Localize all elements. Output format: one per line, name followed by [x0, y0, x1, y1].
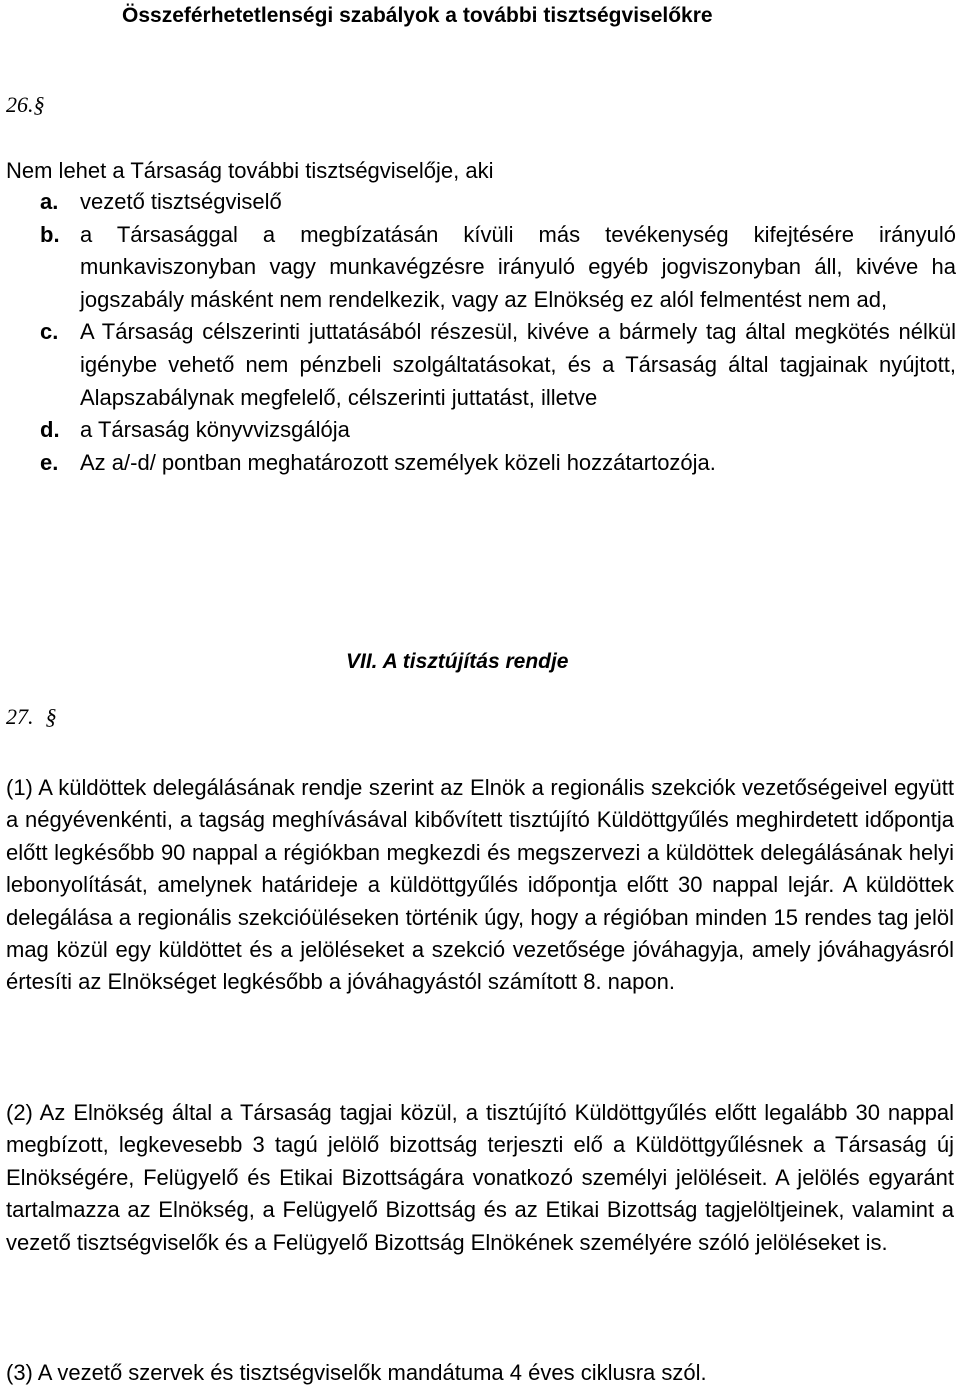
section-26-heading [6, 92, 45, 118]
document-title: Összeférhetetlenségi szabályok a további tisztségviselőkre [122, 4, 713, 27]
section-26-intro: Nem lehet a Társaság további tisztségviselője, aki [6, 158, 494, 183]
list-item-mark: d. [40, 417, 60, 443]
list-item-text: a Társaság könyvvizsgálója [80, 417, 350, 443]
list-item [40, 219, 956, 317]
list-item [40, 447, 956, 480]
section-27-paragraph-1: (1) A küldöttek delegálásának rendje szerint az Elnök a regionális szekciók vezetőségeivel együtt a négyévenkénti, a tagság meghívásával kibővített tisztújító Küldöttgyűlés meghirdetett időpontja előtt legkésőbb 90 nappal a régiókban megkezdi és megszervezi a küldöttek delegálásának helyi lebonyolítását, amelynek határideje a küldöttgyűlés időpontja előtt 30 nappal lejár. A küldöttek delegálása a regionális szekcióüléseken történik úgy, hogy a régióban minden 15 rendes tag jelöl mag közül egy küldöttet és a jelöléseket a szekció vezetősége jóváhagyja, amely jóváhagyásról értesíti az Elnökséget legkésőbb a jóváhagyástól számított 8. napon. [6, 775, 954, 995]
section-27-sign: § [45, 704, 57, 729]
list-item [40, 186, 956, 219]
list-item-mark: e. [40, 449, 59, 475]
list-item-text: vezető tisztségviselő [80, 189, 282, 214]
section-27-number: 27. [6, 704, 34, 729]
list-item-mark: c. [40, 319, 59, 345]
chapter-heading: VII. A tisztújítás rendje [346, 650, 569, 673]
section-26-list [40, 186, 956, 479]
section-26-number: 26. [6, 92, 34, 117]
section-27-heading [6, 704, 57, 730]
list-item-text: a Társasággal a megbízatásán kívüli más tevékenység kifejtésére irányuló munkaviszonyban vagy munkavégzésre irányuló egyéb jogviszonyban áll, kivéve ha jogszabály másként nem rendelkezik, vagy az Elnökség ez alól felmentést nem ad, [80, 221, 956, 312]
list-item-text: Az a/-d/ pontban meghatározott személyek közeli hozzátartozója. [80, 449, 716, 475]
list-item-text: A Társaság célszerinti juttatásából részesül, kivéve a bármely tag által megkötés nélkül igénybe vehető nem pénzbeli szolgáltatásokat, és a Társaság által tagjainak nyújtott, Alapszabálynak megfelelő, célszerinti juttatást, illetve [80, 319, 956, 410]
section-27-paragraph-2: (2) Az Elnökség által a Társaság tagjai közül, a tisztújító Küldöttgyűlés előtt legalább 30 nappal megbízott, legkevesebb 3 tagú jelölő bizottság terjeszti elő a Küldöttgyűlésnek a Társaság új Elnökségére, Felügyelő és Etikai Bizottságára vonatkozó személyi jelöléseit. A jelölés egyaránt tartalmazza az Elnökség, a Felügyelő Bizottság és az Etikai Bizottság tagjelöltjeinek, valamint a vezető tisztségviselők és a Felügyelő Bizottság Elnökének személyére szóló jelöléseket is. [6, 1100, 954, 1255]
section-26-sign: § [33, 92, 45, 117]
list-item-mark: a. [40, 189, 59, 214]
section-27-paragraph-3: (3) A vezető szervek és tisztségviselők mandátuma 4 éves ciklusra szól. [6, 1360, 707, 1385]
list-item [40, 414, 956, 447]
list-item [40, 316, 956, 414]
list-item-mark: b. [40, 221, 60, 247]
